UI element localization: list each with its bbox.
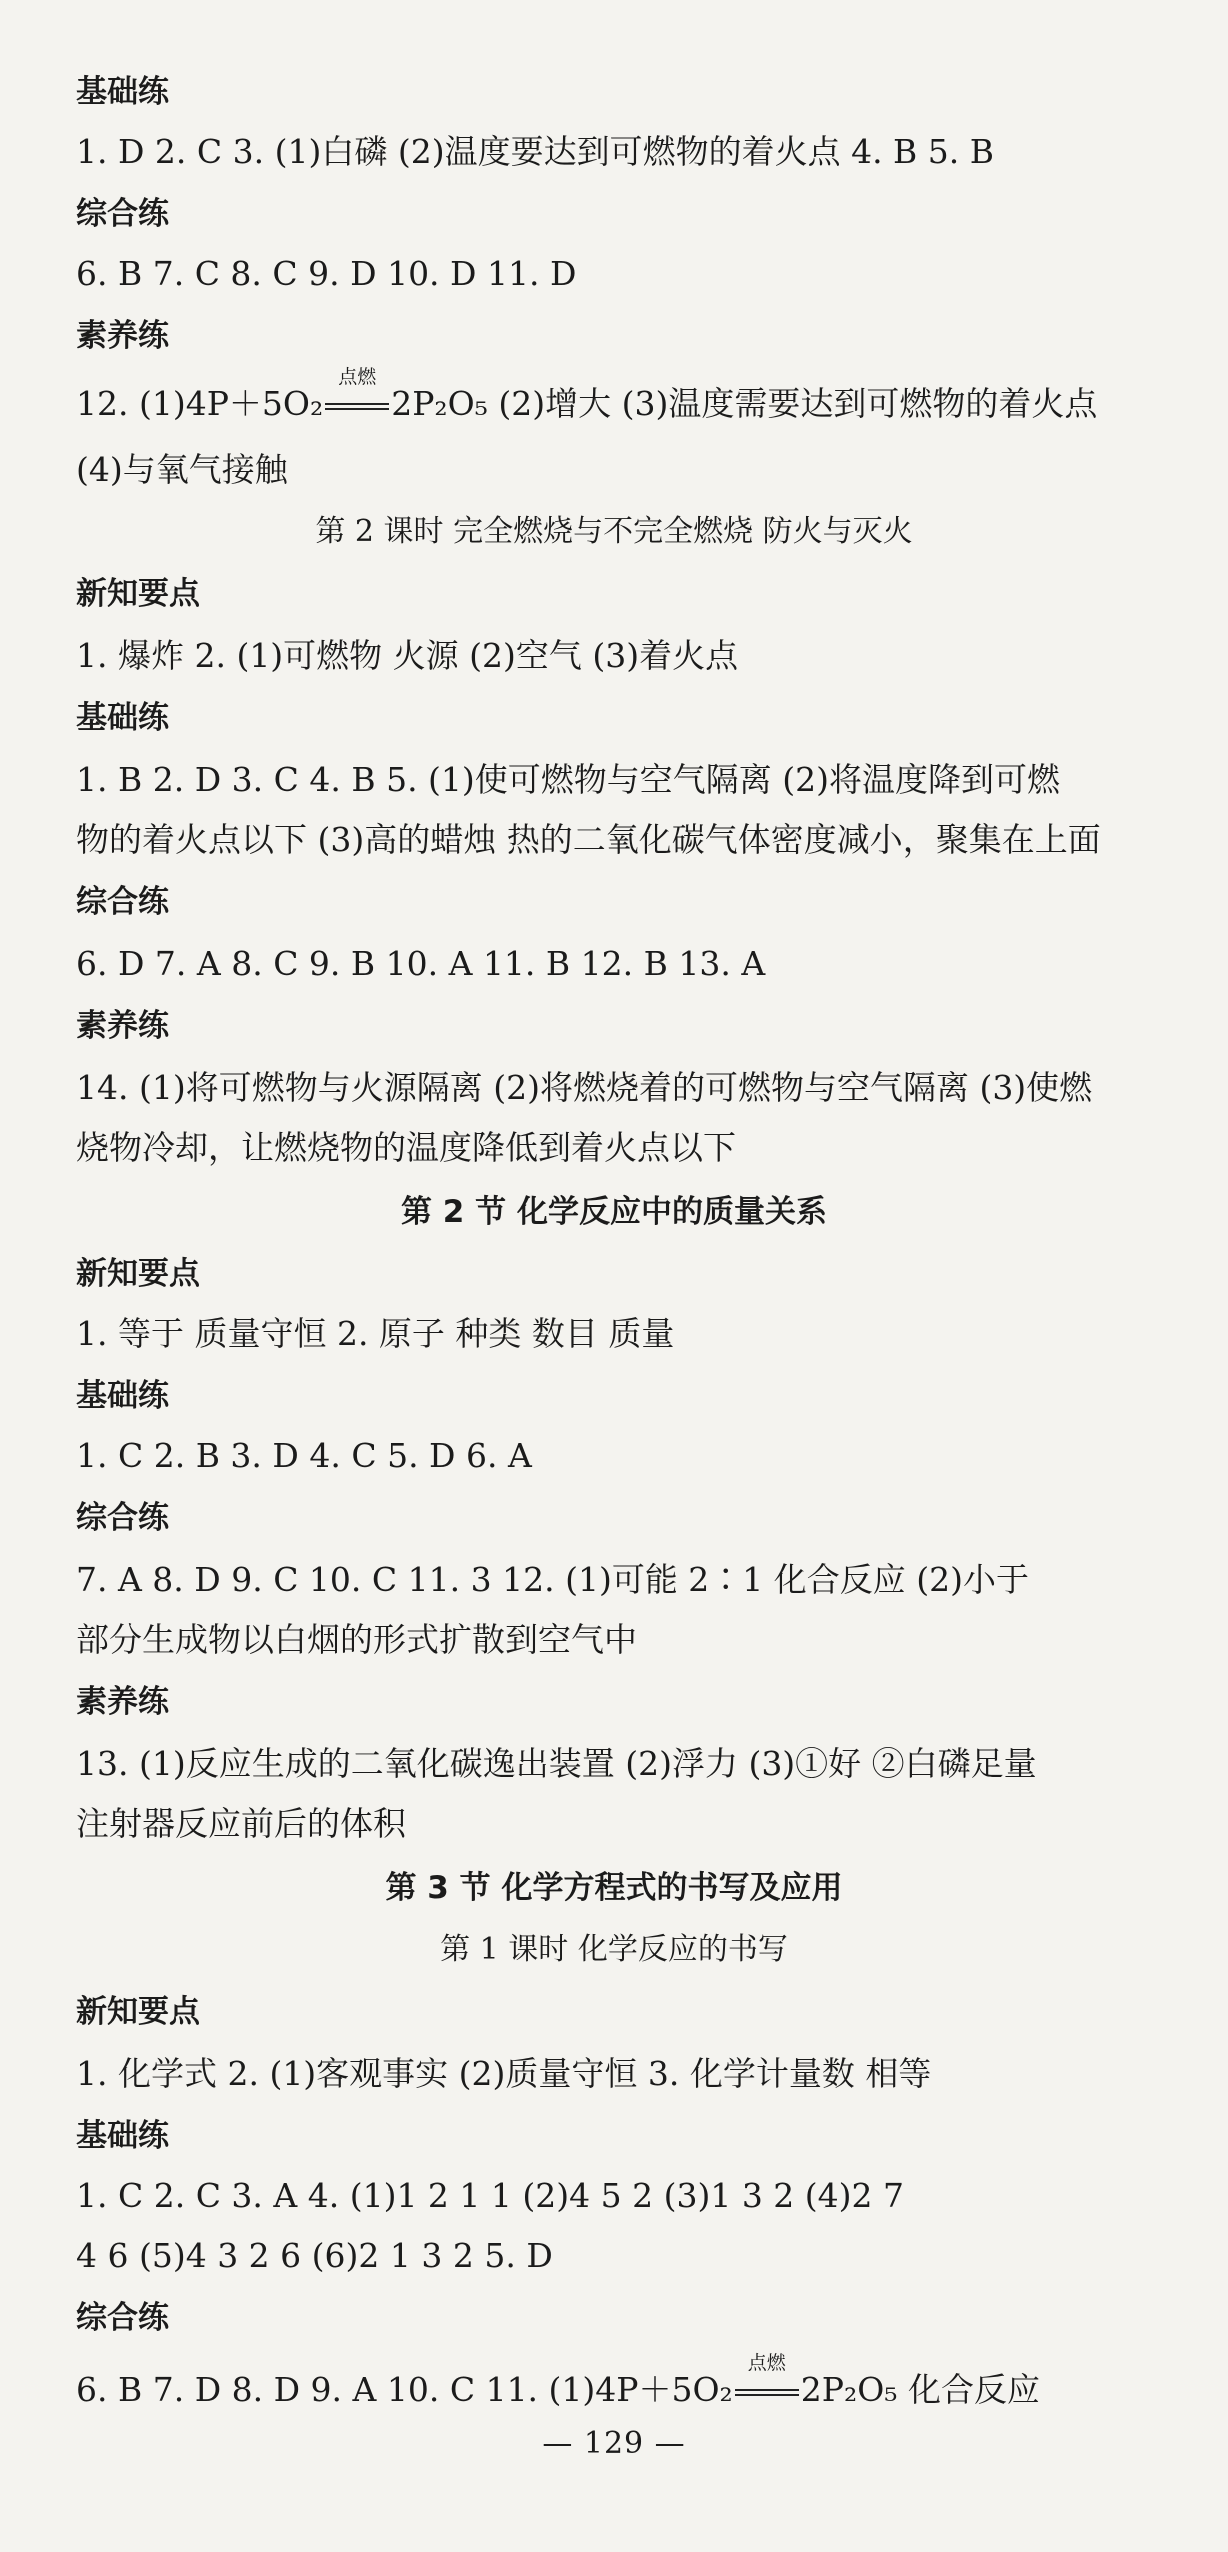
heading-comprehensive-practice: 综合练 — [76, 1500, 169, 1536]
reaction-condition: 点燃 — [747, 2352, 786, 2374]
heading-basic-practice: 基础练 — [76, 74, 169, 110]
equals-sign — [735, 2389, 799, 2396]
equation-prefix: 12. (1)4P＋5O₂ — [76, 384, 324, 423]
answer-line: 14. (1)将可燃物与火源隔离 (2)将燃烧着的可燃物与空气隔离 (3)使燃 — [76, 1068, 1093, 1107]
heading-comprehensive-practice: 综合练 — [76, 196, 169, 232]
answer-line: 7. A 8. D 9. C 10. C 11. 3 12. (1)可能 2∶1 化合反应 (2)小于 — [76, 1560, 1030, 1599]
heading-basic-practice: 基础练 — [76, 1378, 169, 1414]
answer-line: 注射器反应前后的体积 — [76, 1804, 406, 1843]
answer-line: 4 6 (5)4 3 2 6 (6)2 1 3 2 5. D — [76, 2236, 553, 2275]
equation-line-12 — [76, 366, 1168, 428]
answer-line: 13. (1)反应生成的二氧化碳逸出装置 (2)浮力 (3)①好 ②白磷足量 — [76, 1744, 1037, 1783]
equals-sign — [325, 403, 389, 410]
answer-line: 部分生成物以白烟的形式扩散到空气中 — [76, 1620, 637, 1659]
lesson-title: 第 1 课时 化学反应的书写 — [440, 1932, 788, 1967]
heading-literacy-practice: 素养练 — [76, 1684, 169, 1720]
section-title: 第 3 节 化学方程式的书写及应用 — [385, 1870, 843, 1906]
answer-line: 1. C 2. B 3. D 4. C 5. D 6. A — [76, 1436, 532, 1475]
answer-line: 1. 等于 质量守恒 2. 原子 种类 数目 质量 — [76, 1314, 675, 1353]
heading-comprehensive-practice: 综合练 — [76, 2300, 169, 2336]
heading-literacy-practice: 素养练 — [76, 1008, 169, 1044]
heading-comprehensive-practice: 综合练 — [76, 884, 169, 920]
answer-line: 烧物冷却，让燃烧物的温度降低到着火点以下 — [76, 1128, 736, 1167]
reaction-condition: 点燃 — [338, 366, 377, 388]
reaction-arrow — [323, 366, 391, 428]
reaction-arrow — [733, 2352, 801, 2414]
heading-literacy-practice: 素养练 — [76, 318, 169, 354]
answer-line: 1. 化学式 2. (1)客观事实 (2)质量守恒 3. 化学计量数 相等 — [76, 2054, 932, 2093]
answer-line: 1. D 2. C 3. (1)白磷 (2)温度要达到可燃物的着火点 4. B 5. B — [76, 132, 995, 171]
heading-basic-practice: 基础练 — [76, 2118, 169, 2154]
answer-line: 1. C 2. C 3. A 4. (1)1 2 1 1 (2)4 5 2 (3)1 3 2 (4)2 7 — [76, 2176, 905, 2215]
answer-line: 物的着火点以下 (3)高的蜡烛 热的二氧化碳气体密度减小，聚集在上面 — [76, 820, 1101, 859]
answer-line: (4)与氧气接触 — [76, 450, 288, 489]
answer-line: 1. 爆炸 2. (1)可燃物 火源 (2)空气 (3)着火点 — [76, 636, 739, 675]
answer-line: 6. B 7. C 8. C 9. D 10. D 11. D — [76, 254, 577, 293]
equation-prefix: 6. B 7. D 8. D 9. A 10. C 11. (1)4P＋5O₂ — [76, 2370, 733, 2409]
page-number: — 129 — — [542, 2426, 686, 2461]
equation-suffix: 化合反应 — [897, 2370, 1040, 2409]
heading-new-knowledge: 新知要点 — [76, 1256, 200, 1292]
heading-new-knowledge: 新知要点 — [76, 1994, 200, 2030]
section-title: 第 2 节 化学反应中的质量关系 — [401, 1194, 827, 1230]
equation-product: 2P₂O₅ — [800, 2370, 898, 2409]
answer-line: 6. D 7. A 8. C 9. B 10. A 11. B 12. B 13. A — [76, 944, 766, 983]
equation-line-11 — [76, 2352, 1168, 2414]
answer-line: 1. B 2. D 3. C 4. B 5. (1)使可燃物与空气隔离 (2)将温度降到可燃 — [76, 760, 1061, 799]
equation-product: 2P₂O₅ — [391, 384, 488, 423]
heading-new-knowledge: 新知要点 — [76, 576, 200, 612]
equation-suffix: (2)增大 (3)温度需要达到可燃物的着火点 — [487, 384, 1098, 423]
lesson-title: 第 2 课时 完全燃烧与不完全燃烧 防火与灭火 — [315, 514, 913, 549]
heading-basic-practice: 基础练 — [76, 700, 169, 736]
